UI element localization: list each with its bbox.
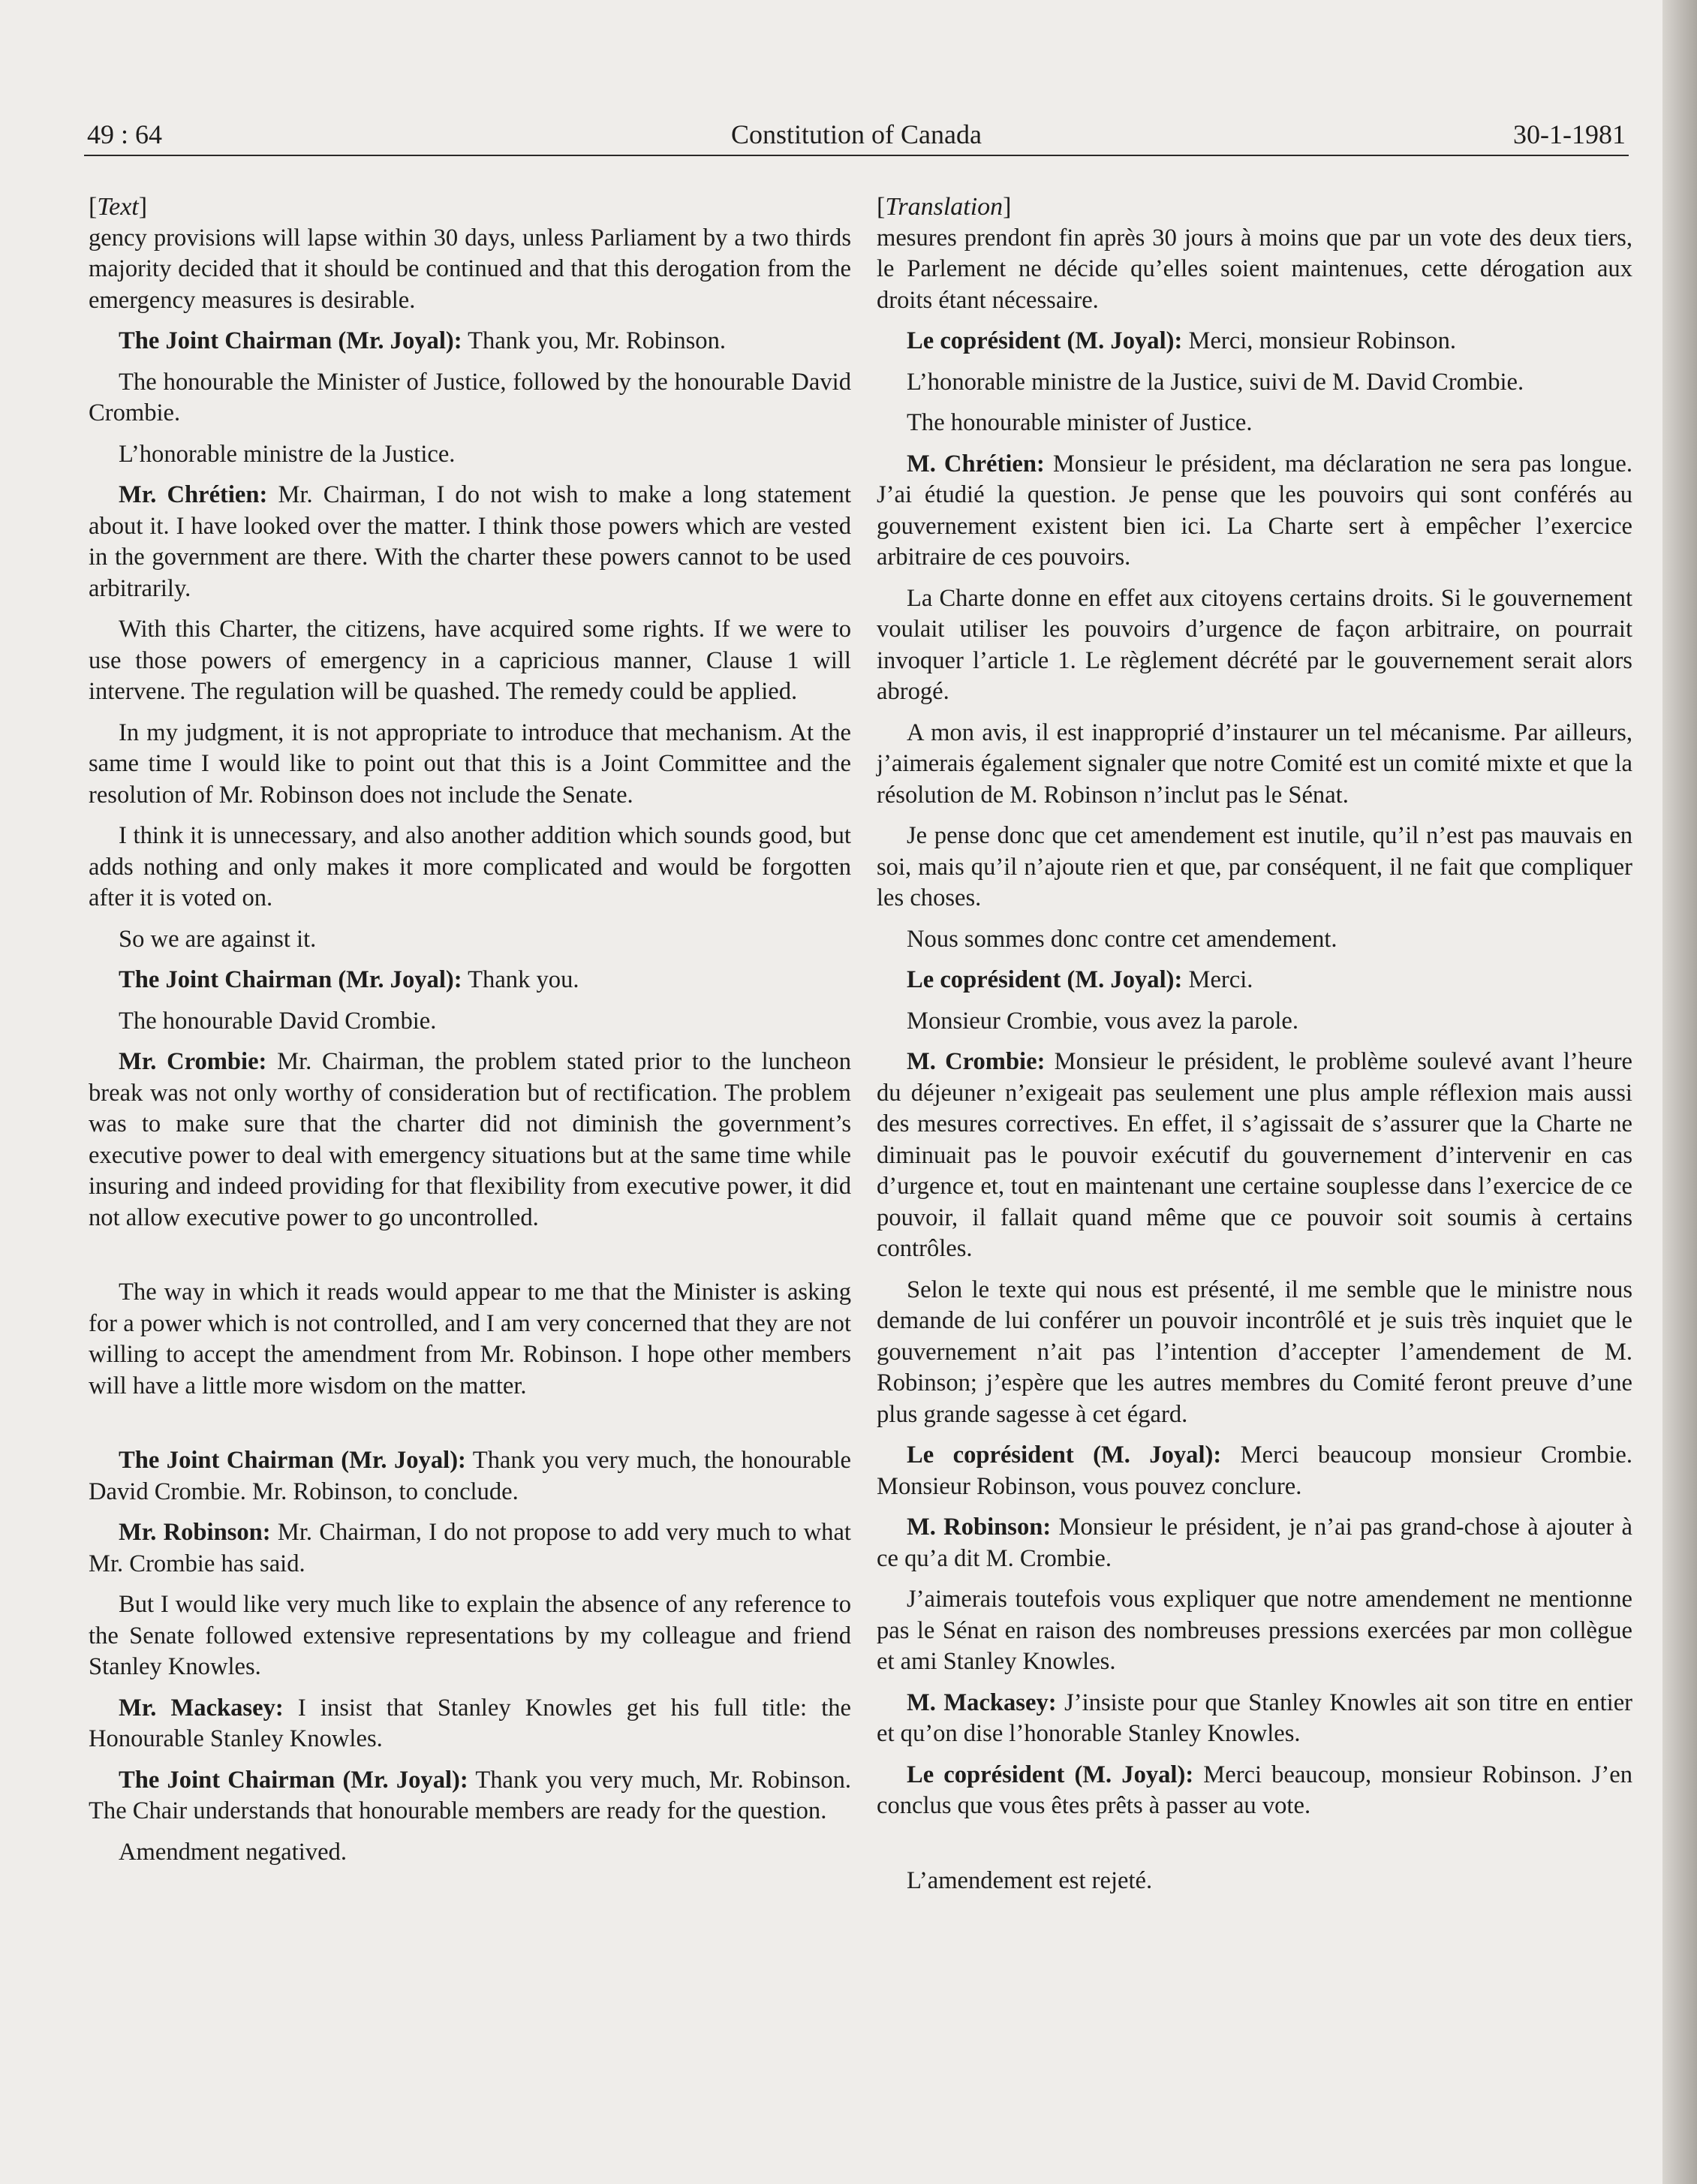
paragraph: The honourable minister of Justice.	[907, 409, 1253, 436]
header-date: 30-1-1981	[1513, 119, 1626, 149]
paragraph: gency provisions will lapse within 30 days, unless Parliament by a two thirds majority decided that it should be continued and that this derogation from the emergency measures is desirable.	[89, 224, 851, 314]
running-title: Constitution of Canada	[731, 119, 982, 149]
paragraph: L’honorable ministre de la Justice, suivi de M. David Crombie.	[907, 368, 1524, 396]
paragraph: L’amendement est rejeté.	[907, 1866, 1153, 1894]
paragraph: Je pense donc que cet amendement est inutile, qu’il n’est pas mauvais en soi, mais qu’il n’ajoute rien et que, par conséquent, il ne fait que compliquer les choses.	[877, 822, 1632, 911]
paragraph: mesures prendont fin après 30 jours à moins que par un vote des deux tiers, le Parlement ne décide qu’elles soient maintenues, cette dérogation aux droits étant nécessaire.	[877, 224, 1632, 314]
text-tag: [Text]	[89, 193, 148, 221]
paragraph: With this Charter, the citizens, have acquired some rights. If we were to use those powers of emergency in a capricious manner, Clause 1 will intervene. The regulation will be quashed. The remedy could be applied.	[89, 616, 851, 705]
paragraph: La Charte donne en effet aux citoyens certains droits. Si le gouvernement voulait utiliser les pouvoirs d’urgence de façon arbitraire, on pourrait invoquer l’article 1. Le règlement décrété par le gouvernement serait alors abrogé.	[877, 584, 1632, 705]
paragraph: Mr. Crombie: Mr. Chairman, the problem stated prior to the luncheon break was not only worthy of consideration but of rectification. The problem was to make sure that the charter did not diminish the government’s executive power to deal with emergency situations but at the same time while insuring and indeed providing for that flexibility from executive power, it did not allow executive power to go uncontrolled.	[89, 1048, 851, 1231]
paragraph: Selon le texte qui nous est présenté, il me semble que le ministre nous demande de lui conférer un pouvoir incontrôlé et je suis très inquiet que le gouvernement n’ait pas l’intention d’accepter l’amendement de M. Robinson; j’espère que les autres membres du Comité feront preuve d’une plus grande sagesse à cet égard.	[877, 1276, 1632, 1428]
paragraph: Monsieur Crombie, vous avez la parole.	[907, 1007, 1299, 1035]
paragraph: Nous sommes donc contre cet amendement.	[907, 925, 1337, 953]
page-number: 49 : 64	[87, 119, 163, 149]
page-header	[84, 113, 1629, 156]
paragraph: A mon avis, il est inapproprié d’instaurer un tel mécanisme. Par ailleurs, j’aimerais également signaler que notre Comité est un comité mixte et que la résolution de M. Robinson n’inclut pas le Sénat.	[877, 718, 1632, 809]
french-column	[877, 191, 1632, 1896]
paragraph: The Joint Chairman (Mr. Joyal): Thank you very much, the honourable David Crombie. Mr. Robinson, to conclude.	[89, 1447, 852, 1505]
paragraph: But I would like very much like to explain the absence of any reference to the Senate followed extensive representations by my colleague and friend Stanley Knowles.	[89, 1591, 851, 1680]
english-column	[89, 191, 851, 1868]
paragraph: In my judgment, it is not appropriate to introduce that mechanism. At the same time I would like to point out that this is a Joint Committee and the resolution of Mr. Robinson does not include the Senate.	[89, 718, 851, 809]
paragraph: So we are against it.	[119, 925, 317, 953]
paragraph: The honourable David Crombie.	[119, 1007, 437, 1035]
paragraph: The Joint Chairman (Mr. Joyal): Thank you.	[119, 966, 579, 993]
paragraph: The Joint Chairman (Mr. Joyal): Thank you very much, Mr. Robinson. The Chair understands that honourable members are ready for the question.	[89, 1766, 852, 1824]
paragraph: M. Mackasey: J’insiste pour que Stanley Knowles ait son titre en entier et qu’on dise l’honorable Stanley Knowles.	[877, 1688, 1633, 1747]
paragraph: M. Crombie: Monsieur le président, le problème soulevé avant l’heure du déjeuner n’exigeait pas seulement une plus ample réflexion mais aussi des mesures correctives. En effet, il s’agissait de s’assurer que la Charte ne diminuait pas le pouvoir exécutif du gouvernement d’intervenir en cas d’urgence et, tout en maintenant une certaine souplesse dans l’exercice de ce pouvoir, il fallait quand même que ce pouvoir soit soumis à certains contrôles.	[877, 1048, 1632, 1262]
paragraph: Le coprésident (M. Joyal): Merci, monsieur Robinson.	[907, 327, 1457, 354]
paragraph: Amendment negatived.	[119, 1838, 347, 1866]
page-binding-edge	[1662, 0, 1697, 2184]
paragraph: The way in which it reads would appear to me that the Minister is asking for a power which is not controlled, and I am very concerned that they are not willing to accept the amendment from Mr. Robinson. I hope other members will have a little more wisdom on the matter.	[89, 1279, 851, 1399]
translation-tag: [Translation]	[877, 193, 1012, 221]
paragraph: Mr. Chrétien: Mr. Chairman, I do not wish to make a long statement about it. I have looked over the matter. I think those powers which are vested in the government are there. With the charter these powers cannot to be used arbitrarily.	[89, 481, 851, 602]
paragraph: Le coprésident (M. Joyal): Merci.	[907, 966, 1253, 993]
paragraph: Le coprésident (M. Joyal): Merci beaucoup monsieur Crombie. Monsieur Robinson, vous pouvez conclure.	[877, 1441, 1632, 1500]
paragraph: The Joint Chairman (Mr. Joyal): Thank you, Mr. Robinson.	[119, 327, 727, 354]
paragraph: L’honorable ministre de la Justice.	[119, 440, 456, 468]
paragraph: Mr. Robinson: Mr. Chairman, I do not propose to add very much to what Mr. Crombie has said.	[89, 1519, 851, 1577]
paragraph: The honourable the Minister of Justice, followed by the honourable David Crombie.	[89, 368, 851, 426]
paragraph: Mr. Mackasey: I insist that Stanley Knowles get his full title: the Honourable Stanley Knowles.	[89, 1694, 852, 1752]
paragraph: J’aimerais toutefois vous expliquer que notre amendement ne mentionne pas le Sénat en raison des nombreuses pressions exercées par mon collègue et ami Stanley Knowles.	[877, 1586, 1632, 1675]
paragraph: M. Robinson: Monsieur le président, je n’ai pas grand-chose à ajouter à ce qu’a dit M. Crombie.	[877, 1514, 1632, 1572]
paragraph: I think it is unnecessary, and also another addition which sounds good, but adds nothing and only makes it more complicated and would be forgotten after it is voted on.	[89, 822, 851, 911]
paragraph: Le coprésident (M. Joyal): Merci beaucoup, monsieur Robinson. J’en conclus que vous êtes prêts à passer au vote.	[877, 1761, 1632, 1819]
paragraph: M. Chrétien: Monsieur le président, ma déclaration ne sera pas longue. J’ai étudié la question. Je pense que les pouvoirs qui sont conférés au gouvernement existent bien ici. La Charte sert à empêcher l’exercice arbitraire de ces pouvoirs.	[877, 450, 1633, 571]
